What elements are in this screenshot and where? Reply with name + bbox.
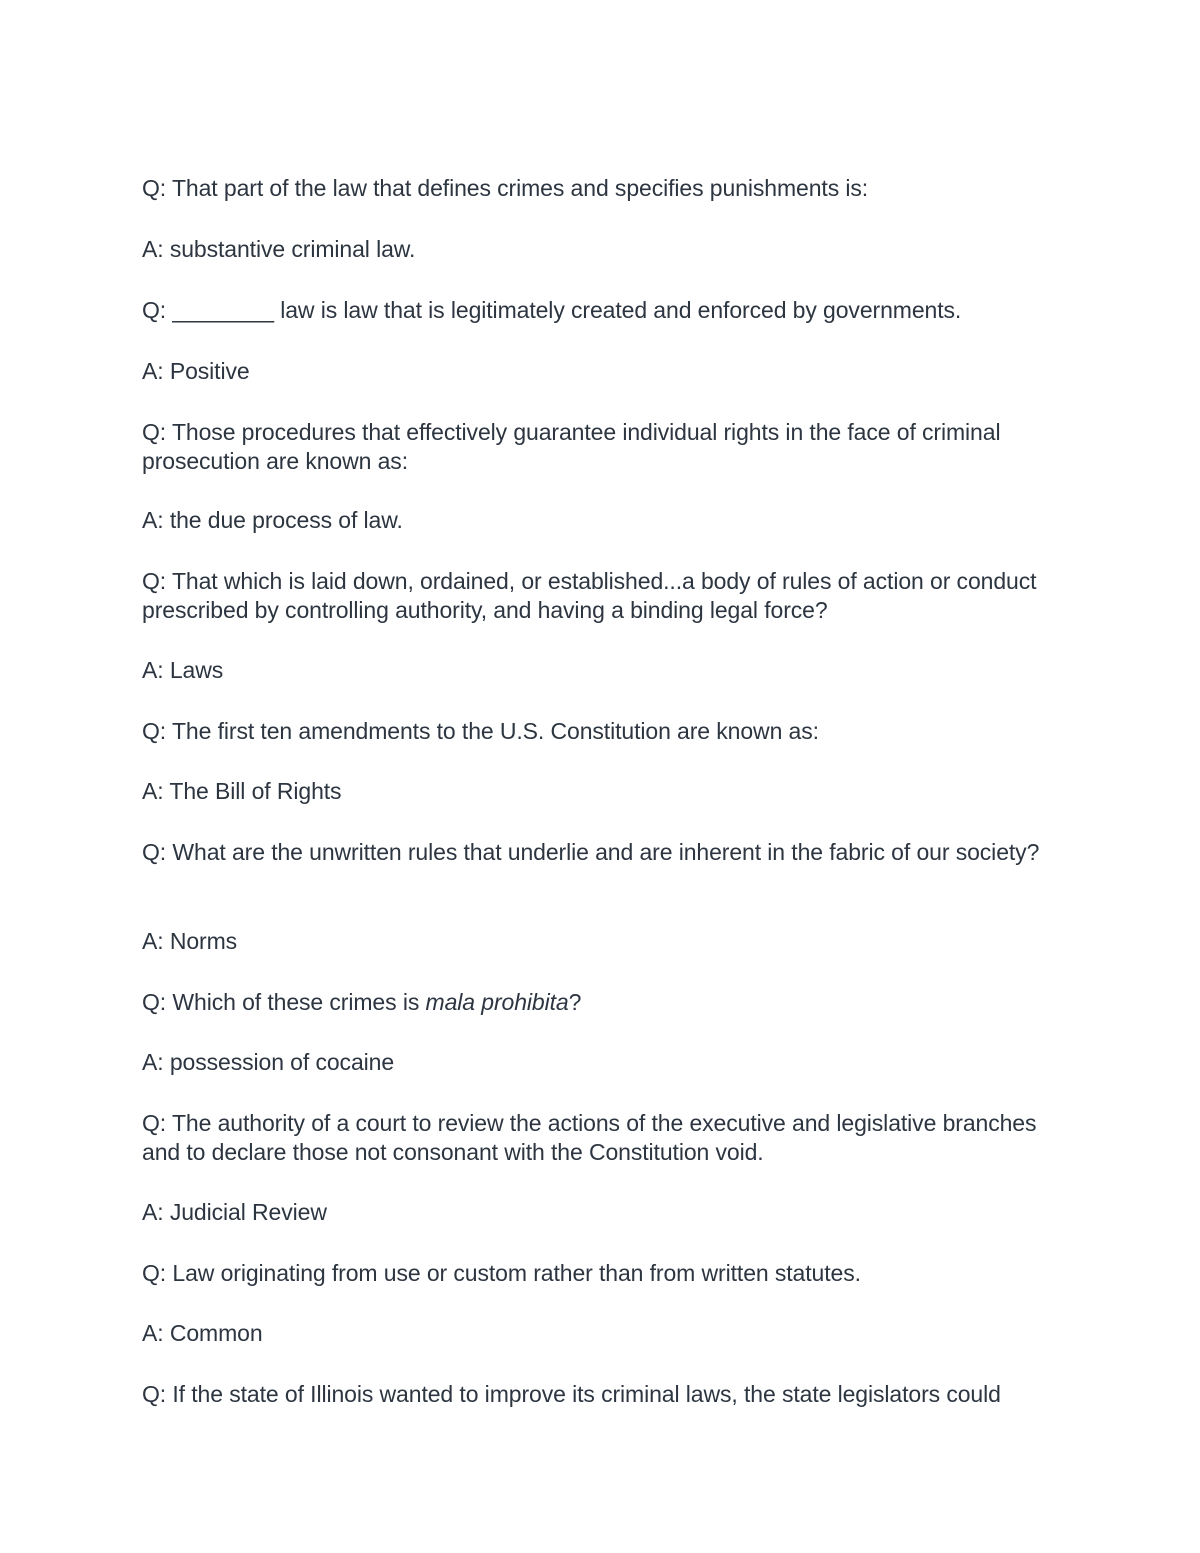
question-text: That part of the law that defines crimes and specifies punishments is: xyxy=(171,175,869,201)
answer-text: Common xyxy=(169,1320,263,1346)
question-text: ________ law is law that is legitimately created and enforced by governments. xyxy=(172,297,962,323)
question-3 xyxy=(142,418,1062,475)
question-8 xyxy=(142,1109,1062,1166)
question-end: ? xyxy=(568,989,582,1015)
question-text: What are the unwritten rules that underlie and are inherent in the fabric of our society? xyxy=(172,839,1040,865)
q-label: Q: xyxy=(142,419,167,445)
q-label: Q: xyxy=(142,297,167,323)
answer-text: The Bill of Rights xyxy=(169,778,342,804)
question-text: Those procedures that effectively guarantee individual rights in the face of criminal prosecution are known as: xyxy=(142,419,1001,474)
answer-3 xyxy=(142,506,1062,535)
question-text: The first ten amendments to the U.S. Constitution are known as: xyxy=(171,718,819,744)
answer-9 xyxy=(142,1319,1062,1348)
question-5 xyxy=(142,717,1062,746)
a-label: A: xyxy=(142,928,164,954)
question-6 xyxy=(142,838,1062,867)
answer-7 xyxy=(142,1048,1062,1077)
a-label: A: xyxy=(142,1199,164,1225)
answer-4 xyxy=(142,656,1062,685)
q-label: Q: xyxy=(142,1381,167,1407)
answer-text: Norms xyxy=(169,928,238,954)
answer-text: Laws xyxy=(169,657,224,683)
answer-text: possession of cocaine xyxy=(169,1049,395,1075)
a-label: A: xyxy=(142,778,164,804)
question-text: Law originating from use or custom rather than from written statutes. xyxy=(172,1260,861,1286)
q-label: Q: xyxy=(142,989,167,1015)
a-label: A: xyxy=(142,507,164,533)
answer-5 xyxy=(142,777,1062,806)
question-10 xyxy=(142,1380,1062,1409)
q-label: Q: xyxy=(142,718,167,744)
q-label: Q: xyxy=(142,1260,167,1286)
a-label: A: xyxy=(142,1320,164,1346)
answer-1 xyxy=(142,235,1062,264)
emphasis-term: mala prohibita xyxy=(425,989,569,1015)
answer-6 xyxy=(142,927,1062,956)
answer-text: Positive xyxy=(169,358,250,384)
answer-2 xyxy=(142,357,1062,386)
answer-text: the due process of law. xyxy=(169,507,403,533)
question-text: If the state of Illinois wanted to improve its criminal laws, the state legislators could xyxy=(172,1381,1001,1407)
a-label: A: xyxy=(142,236,164,262)
answer-8 xyxy=(142,1198,1062,1227)
a-label: A: xyxy=(142,657,164,683)
question-2 xyxy=(142,296,1062,325)
question-7 xyxy=(142,988,1062,1017)
question-text: That which is laid down, ordained, or established...a body of rules of action or conduct prescribed by controlling authority, and having a binding legal force? xyxy=(142,568,1037,623)
question-9 xyxy=(142,1259,1062,1288)
a-label: A: xyxy=(142,1049,164,1075)
q-label: Q: xyxy=(142,175,167,201)
question-1 xyxy=(142,174,1062,203)
question-4 xyxy=(142,567,1062,624)
question-text: Which of these crimes is xyxy=(172,989,420,1015)
q-label: Q: xyxy=(142,839,167,865)
a-label: A: xyxy=(142,358,164,384)
q-label: Q: xyxy=(142,1110,167,1136)
answer-text: Judicial Review xyxy=(169,1199,327,1225)
q-label: Q: xyxy=(142,568,167,594)
question-text: The authority of a court to review the actions of the executive and legislative branches and to declare those not consonant with the Constitution void. xyxy=(142,1110,1037,1165)
answer-text: substantive criminal law. xyxy=(169,236,416,262)
